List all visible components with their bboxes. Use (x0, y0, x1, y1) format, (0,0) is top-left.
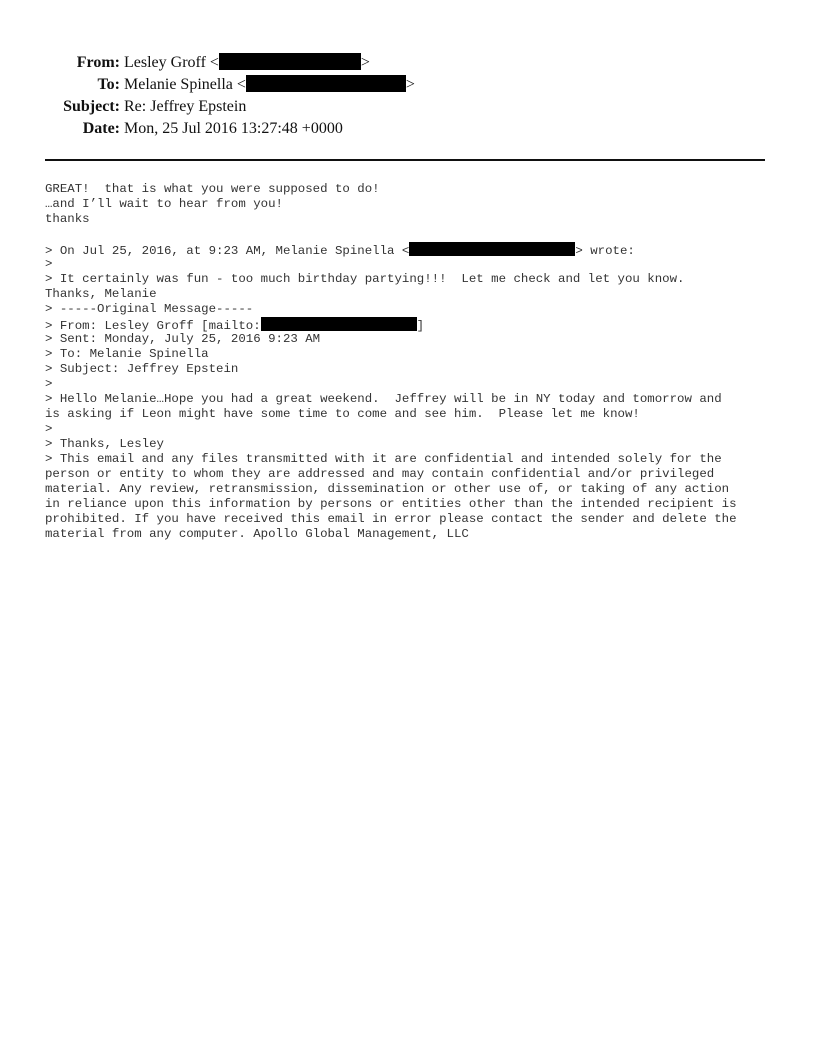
body-line: > -----Original Message----- (45, 302, 254, 316)
subject-label: Subject: (63, 98, 120, 115)
date-label: Date: (82, 120, 120, 137)
quoted-header-text: > On Jul 25, 2016, at 9:23 AM, Melanie Spinella < (45, 244, 410, 258)
from-close: > (360, 54, 370, 71)
body-line: > Subject: Jeffrey Epstein (45, 362, 239, 376)
body-line: …and I’ll wait to hear from you! (45, 197, 283, 211)
to-label: To: (97, 76, 120, 93)
to-row (0, 74, 816, 96)
body-line: GREAT! that is what you were supposed to do! (45, 182, 380, 196)
body-line: > (45, 422, 53, 436)
disclaimer-line: prohibited. If you have received this email in error please contact the sender and delete the (45, 512, 737, 526)
body-line: Thanks, Melanie (45, 287, 157, 301)
date-row (0, 118, 816, 140)
quoted-header-end: > wrote: (575, 244, 635, 258)
email-body (45, 182, 785, 542)
disclaimer-line: > This email and any files transmitted with it are confidential and intended solely for the (45, 452, 722, 466)
redaction-box (261, 317, 417, 331)
disclaimer-line: person or entity to whom they are addressed and may contain confidential and/or privileged (45, 467, 715, 481)
disclaimer-line: material. Any review, retransmission, dissemination or other use of, or taking of any action (45, 482, 730, 496)
redaction-box (246, 75, 406, 92)
body-line-blank (45, 227, 785, 242)
disclaimer-line: in reliance upon this information by persons or entities other than the intended recipient is (45, 497, 737, 511)
body-line: > To: Melanie Spinella (45, 347, 209, 361)
to-value (124, 74, 415, 96)
to-name: Melanie Spinella < (124, 76, 246, 93)
quoted-from-line (45, 317, 785, 332)
body-line: > Hello Melanie…Hope you had a great weekend. Jeffrey will be in NY today and tomorrow and (45, 392, 722, 406)
quoted-from-end: ] (416, 319, 425, 333)
body-line: thanks (45, 212, 90, 226)
redaction-box (409, 242, 575, 256)
body-line: > (45, 257, 53, 271)
body-line: > (45, 377, 53, 391)
quoted-from-text: > From: Lesley Groff [mailto: (45, 319, 261, 333)
body-line: > Thanks, Lesley (45, 437, 164, 451)
to-close: > (405, 76, 415, 93)
disclaimer-line: material from any computer. Apollo Global Management, LLC (45, 527, 469, 541)
email-header (0, 52, 816, 140)
subject-row (0, 96, 816, 118)
redaction-box (219, 53, 361, 70)
header-divider (45, 159, 765, 161)
body-line: is asking if Leon might have some time to come and see him. Please let me know! (45, 407, 640, 421)
from-row (0, 52, 816, 74)
from-label: From: (76, 54, 120, 71)
date-value: Mon, 25 Jul 2016 13:27:48 +0000 (124, 120, 343, 137)
body-line: > It certainly was fun - too much birthday partying!!! Let me check and let you know. (45, 272, 685, 286)
quoted-header-line (45, 242, 785, 257)
from-name: Lesley Groff < (124, 54, 219, 71)
subject-value: Re: Jeffrey Epstein (124, 98, 247, 115)
body-line: > Sent: Monday, July 25, 2016 9:23 AM (45, 332, 321, 346)
from-value (124, 52, 370, 74)
